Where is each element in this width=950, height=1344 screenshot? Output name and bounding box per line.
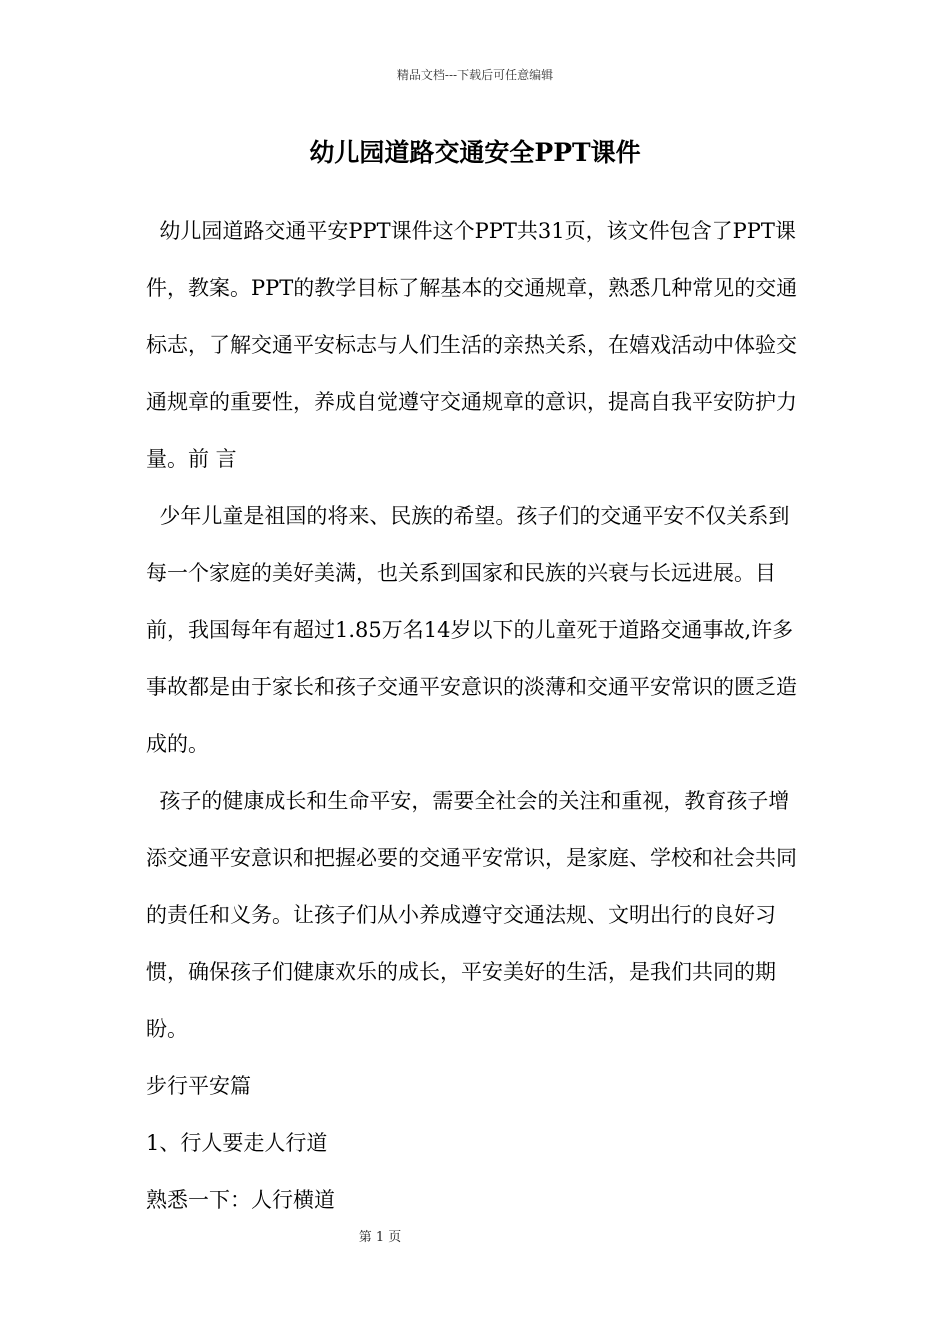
- section-heading-walking-safety: 步行平安篇: [146, 1074, 251, 1098]
- paragraph-intro: 幼儿园道路交通平安PPT课件这个PPT共31页，该文件包含了PPT课件，教案。PPT的教学目标了解基本的交通规章，熟悉几种常见的交通标志，了解交通平安标志与人们生活的亲热关系，在嬉戏活动中体验交通规章的重要性，养成自觉遵守交通规章的意识，提高自我平安防护力量。前 言: [146, 219, 798, 471]
- page-header: 精品文档---下载后可任意编辑: [396, 68, 554, 82]
- paragraph-preface: 少年儿童是祖国的将来、民族的希望。孩子们的交通平安不仅关系到每一个家庭的美好美满，也关系到国家和民族的兴衰与长远进展。目前，我国每年有超过1.85万名14岁以下的儿童死于道路交通事故,许多事故都是由于家长和孩子交通平安意识的淡薄和交通平安常识的匮乏造成的。: [146, 504, 797, 756]
- page-number: 第 1 页: [358, 1230, 402, 1245]
- document-title: 幼儿园道路交通安全PPT课件: [309, 138, 641, 167]
- document-body: [146, 203, 810, 1229]
- paragraph-crosswalk: 熟悉一下：人行横道: [146, 1188, 335, 1212]
- paragraph-responsibility: 孩子的健康成长和生命平安，需要全社会的关注和重视，教育孩子增添交通平安意识和把握必要的交通平安常识，是家庭、学校和社会共同的责任和义务。让孩子们从小养成遵守交通法规、文明出行的良好习惯，确保孩子们健康欢乐的成长，平安美好的生活，是我们共同的期盼。: [146, 789, 797, 1041]
- list-item-pedestrian-rule: 1、行人要走人行道: [146, 1131, 328, 1155]
